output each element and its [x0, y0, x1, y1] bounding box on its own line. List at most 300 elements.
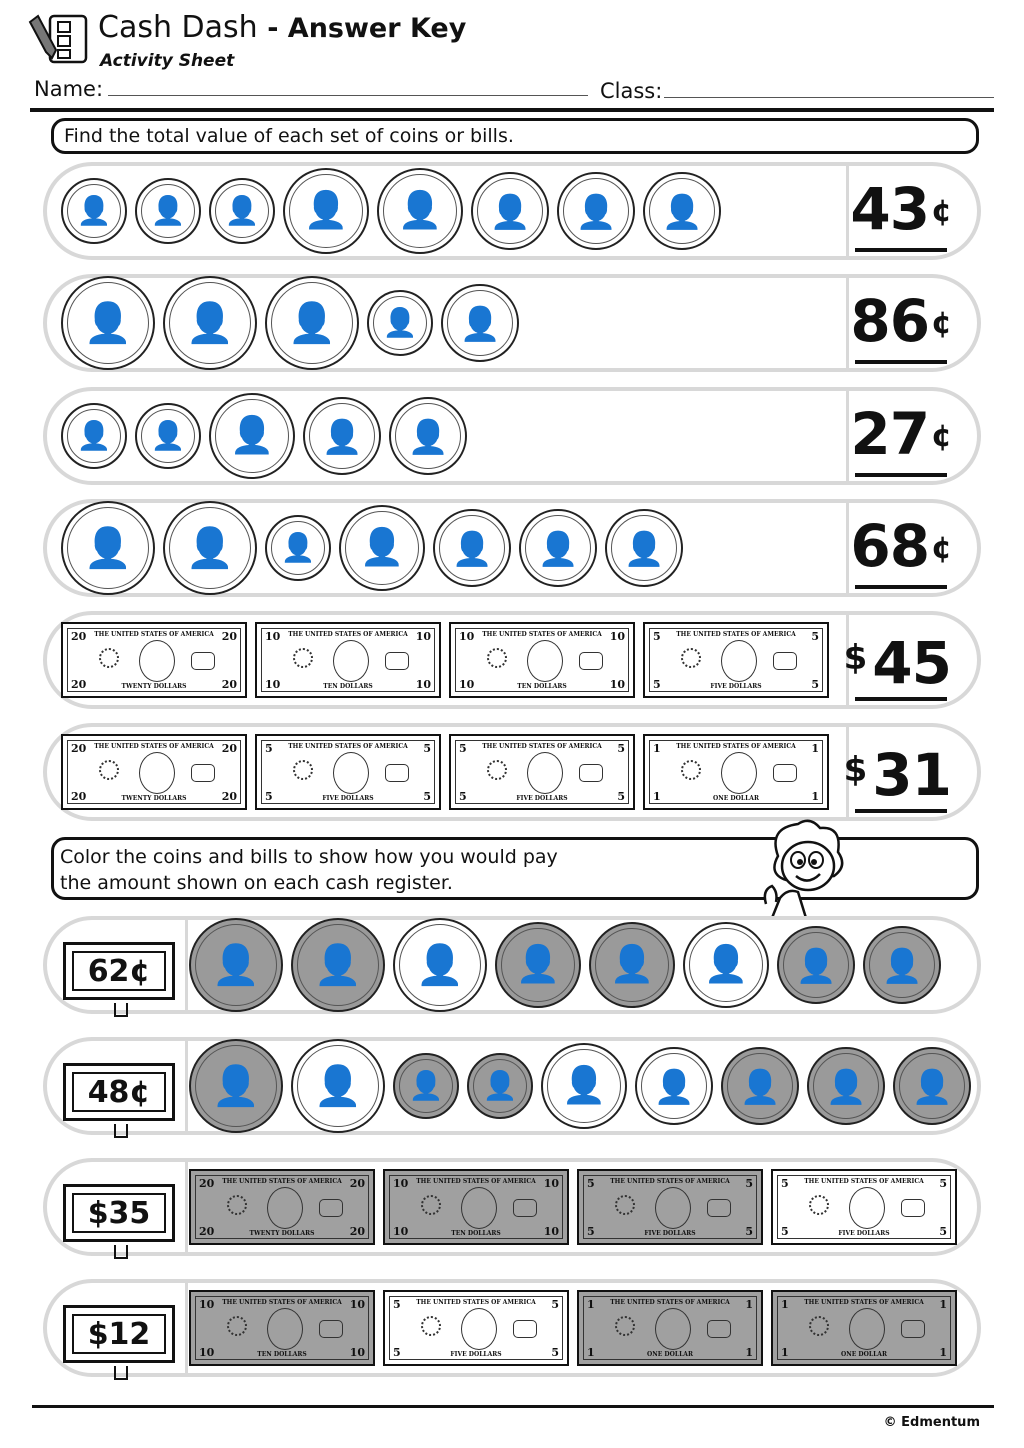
- bill-seal-icon: [487, 648, 507, 668]
- coin-portrait-icon: 👤: [150, 194, 186, 227]
- coin-portrait-icon: 👤: [739, 1066, 781, 1106]
- coin-portrait-icon: 👤: [185, 525, 235, 571]
- bill-emb-icon: [319, 1320, 343, 1338]
- bill-denomination: 10: [265, 678, 281, 691]
- coin-portrait-icon: 👤: [489, 191, 531, 231]
- register-stand: [114, 1124, 128, 1138]
- bill-emb-icon: [319, 1199, 343, 1217]
- coin-portrait-icon: 👤: [623, 528, 665, 568]
- bill-seal-icon: [227, 1316, 247, 1336]
- coin-portrait-icon: 👤: [451, 528, 493, 568]
- find-total-row: [43, 162, 981, 260]
- bill-denomination: 10: [349, 1346, 365, 1359]
- money-items: [61, 503, 683, 593]
- bill-denomination: 5: [423, 790, 431, 803]
- bill-5-dollar-icon[interactable]: [577, 1169, 763, 1245]
- cash-register-display: [63, 942, 175, 1000]
- bill-footer-text: FIVE DOLLARS: [516, 795, 568, 802]
- nickel-coin-icon: [283, 168, 369, 254]
- bill-oval-icon: [333, 640, 369, 682]
- quarter-coin-icon: [61, 501, 155, 595]
- coin-portrait-icon: 👤: [280, 531, 316, 564]
- bill-oval-icon: [849, 1187, 885, 1229]
- bill-denomination: 5: [265, 790, 273, 803]
- bill-header-text: THE UNITED STATES OF AMERICA: [288, 743, 408, 750]
- bill-oval-icon: [655, 1187, 691, 1229]
- bill-header-text: THE UNITED STATES OF AMERICA: [416, 1178, 536, 1185]
- bill-seal-icon: [293, 648, 313, 668]
- bill-emb-icon: [901, 1320, 925, 1338]
- coin-portrait-icon: 👤: [76, 419, 112, 452]
- bill-1-dollar-icon[interactable]: [577, 1290, 763, 1366]
- coin-portrait-icon: 👤: [224, 194, 260, 227]
- penny-coin-icon[interactable]: [807, 1047, 885, 1125]
- bill-denomination: 5: [939, 1177, 947, 1190]
- nickel-coin-icon: [377, 168, 463, 254]
- dime-coin-icon: [265, 515, 331, 581]
- penny-coin-icon: [433, 509, 511, 587]
- bill-emb-icon: [707, 1320, 731, 1338]
- coin-portrait-icon: 👤: [795, 945, 837, 985]
- bill-denomination: 5: [265, 742, 273, 755]
- bill-denomination: 10: [543, 1177, 559, 1190]
- answer-box: [846, 503, 977, 593]
- penny-coin-icon[interactable]: [635, 1047, 713, 1125]
- bill-footer-text: ONE DOLLAR: [713, 795, 759, 802]
- cash-register-area: [47, 1041, 188, 1131]
- bill-header-text: THE UNITED STATES OF AMERICA: [676, 743, 796, 750]
- dime-coin-icon: [135, 403, 201, 469]
- bill-emb-icon: [385, 652, 409, 670]
- bill-emb-icon: [579, 652, 603, 670]
- bill-oval-icon: [461, 1187, 497, 1229]
- answer-box: [843, 615, 977, 705]
- quarter-coin-icon: [265, 276, 359, 370]
- bill-denomination: 5: [617, 790, 625, 803]
- bill-denomination: 10: [199, 1298, 215, 1311]
- bill-denomination: 20: [71, 742, 87, 755]
- coin-portrait-icon: 👤: [229, 415, 275, 456]
- money-items: [61, 166, 721, 256]
- bill-denomination: 10: [609, 630, 625, 643]
- bill-seal-icon: [293, 760, 313, 780]
- answer-underline: [855, 697, 947, 701]
- coin-portrait-icon: 👤: [825, 1066, 867, 1106]
- bill-denomination: 10: [459, 678, 475, 691]
- dollar-sign: $: [843, 638, 867, 678]
- register-stand: [114, 1003, 128, 1017]
- coin-portrait-icon: 👤: [575, 191, 617, 231]
- quarter-coin-icon[interactable]: [189, 1039, 283, 1133]
- bill-seal-icon: [487, 760, 507, 780]
- bill-denomination: 10: [349, 1298, 365, 1311]
- quarter-coin-icon[interactable]: [393, 918, 487, 1012]
- answer-value: [844, 623, 951, 698]
- bill-1-dollar-icon[interactable]: [771, 1290, 957, 1366]
- page-subtitle: Activity Sheet: [100, 51, 235, 71]
- nickel-coin-icon[interactable]: [683, 922, 769, 1008]
- bill-5-dollar-icon[interactable]: [771, 1169, 957, 1245]
- answer-number: 27: [850, 400, 930, 468]
- answer-box: [846, 391, 977, 481]
- bill-denomination: 5: [781, 1225, 789, 1238]
- quarter-coin-icon[interactable]: [291, 1039, 385, 1133]
- bill-seal-icon: [681, 648, 701, 668]
- bill-denomination: 5: [653, 678, 661, 691]
- bill-denomination: 20: [349, 1177, 365, 1190]
- bill-oval-icon: [527, 752, 563, 794]
- penny-coin-icon: [557, 172, 635, 250]
- bill-header-text: THE UNITED STATES OF AMERICA: [804, 1178, 924, 1185]
- quarter-coin-icon: [163, 276, 257, 370]
- header-divider: [30, 108, 994, 112]
- dollar-sign: $: [843, 750, 867, 790]
- bill-emb-icon: [707, 1199, 731, 1217]
- cent-sign: ¢: [931, 194, 951, 229]
- register-stand: [114, 1245, 128, 1259]
- register-amount: 48¢: [72, 1072, 166, 1112]
- dime-coin-icon: [135, 178, 201, 244]
- bill-denomination: 1: [781, 1298, 789, 1311]
- bill-denomination: 20: [221, 790, 237, 803]
- bill-footer-text: TWENTY DOLLARS: [249, 1230, 315, 1237]
- bill-oval-icon: [333, 752, 369, 794]
- bill-denomination: 1: [939, 1298, 947, 1311]
- coin-portrait-icon: 👤: [83, 525, 133, 571]
- coin-portrait-icon: 👤: [415, 942, 465, 988]
- bill-header-text: THE UNITED STATES OF AMERICA: [222, 1299, 342, 1306]
- penny-coin-icon: [643, 172, 721, 250]
- find-total-row: [43, 387, 981, 485]
- money-items: [61, 727, 829, 817]
- bill-footer-text: ONE DOLLAR: [647, 1351, 693, 1358]
- answer-box: [846, 278, 977, 368]
- bill-denomination: 5: [653, 630, 661, 643]
- bill-footer-text: FIVE DOLLARS: [644, 1230, 696, 1237]
- bill-emb-icon: [191, 652, 215, 670]
- penny-coin-icon: [441, 284, 519, 362]
- coin-portrait-icon: 👤: [303, 190, 349, 231]
- answer-number: 45: [872, 629, 951, 697]
- coin-portrait-icon: 👤: [703, 944, 749, 985]
- bill-footer-text: TEN DOLLARS: [517, 683, 567, 690]
- cent-sign: ¢: [931, 531, 951, 566]
- cent-sign: ¢: [931, 419, 951, 454]
- coin-portrait-icon: 👤: [911, 1066, 953, 1106]
- coin-portrait-icon: 👤: [407, 416, 449, 456]
- bill-denomination: 10: [393, 1225, 409, 1238]
- find-total-row: [43, 274, 981, 372]
- answer-underline: [855, 248, 947, 252]
- bill-footer-text: TEN DOLLARS: [323, 683, 373, 690]
- bill-header-text: THE UNITED STATES OF AMERICA: [676, 631, 796, 638]
- answer-value: [850, 399, 951, 472]
- penny-coin-icon[interactable]: [777, 926, 855, 1004]
- bill-denomination: 5: [393, 1346, 401, 1359]
- nickel-coin-icon: [339, 505, 425, 591]
- coin-portrait-icon: 👤: [211, 942, 261, 988]
- quarter-coin-icon: [163, 501, 257, 595]
- quarter-coin-icon: [61, 276, 155, 370]
- cash-register-area: [47, 1162, 188, 1252]
- name-label: Name:: [34, 77, 104, 101]
- bill-denomination: 5: [781, 1177, 789, 1190]
- answer-underline: [855, 809, 947, 813]
- penny-coin-icon[interactable]: [893, 1047, 971, 1125]
- bill-denomination: 1: [653, 790, 661, 803]
- nickel-coin-icon[interactable]: [589, 922, 675, 1008]
- coin-portrait-icon: 👤: [881, 945, 923, 985]
- quarter-coin-icon[interactable]: [189, 918, 283, 1012]
- bill-seal-icon: [227, 1195, 247, 1215]
- coin-portrait-icon: 👤: [653, 1066, 695, 1106]
- bill-denomination: 1: [811, 742, 819, 755]
- cash-register-area: [47, 920, 188, 1010]
- coin-portrait-icon: 👤: [321, 416, 363, 456]
- bill-oval-icon: [139, 640, 175, 682]
- bill-seal-icon: [99, 760, 119, 780]
- bill-denomination: 20: [199, 1225, 215, 1238]
- bill-header-text: THE UNITED STATES OF AMERICA: [610, 1299, 730, 1306]
- bill-footer-text: FIVE DOLLARS: [450, 1351, 502, 1358]
- bill-denomination: 20: [349, 1225, 365, 1238]
- pay-amount-row: [43, 1158, 981, 1256]
- bill-emb-icon: [773, 764, 797, 782]
- bill-denomination: 10: [459, 630, 475, 643]
- answer-box: [846, 166, 977, 256]
- answer-value: [850, 174, 951, 247]
- bill-oval-icon: [267, 1308, 303, 1350]
- cash-register-display: [63, 1184, 175, 1242]
- bill-denomination: 20: [71, 678, 87, 691]
- dime-coin-icon[interactable]: [467, 1053, 533, 1119]
- bill-denomination: 10: [265, 630, 281, 643]
- coin-portrait-icon: 👤: [76, 194, 112, 227]
- bill-denomination: 20: [221, 742, 237, 755]
- bill-footer-text: ONE DOLLAR: [841, 1351, 887, 1358]
- name-field[interactable]: [108, 95, 588, 96]
- coin-portrait-icon: 👤: [185, 300, 235, 346]
- bill-5-dollar-icon: [255, 734, 441, 810]
- bill-oval-icon: [721, 752, 757, 794]
- cash-register-display: [63, 1305, 175, 1363]
- bill-denomination: 5: [551, 1346, 559, 1359]
- penny-coin-icon: [519, 509, 597, 587]
- cartoon-boy-icon: [758, 818, 850, 918]
- bill-denomination: 20: [221, 678, 237, 691]
- nickel-coin-icon: [209, 393, 295, 479]
- penny-coin-icon[interactable]: [863, 926, 941, 1004]
- instruction-box-1: Find the total value of each set of coins or bills.: [51, 118, 979, 154]
- coin-portrait-icon: 👤: [382, 306, 418, 339]
- bill-denomination: 10: [609, 678, 625, 691]
- dime-coin-icon[interactable]: [393, 1053, 459, 1119]
- bill-20-dollar-icon: [61, 734, 247, 810]
- bill-20-dollar-icon[interactable]: [189, 1169, 375, 1245]
- cash-register-area: [47, 1283, 188, 1373]
- coin-portrait-icon: 👤: [537, 528, 579, 568]
- dime-coin-icon: [61, 178, 127, 244]
- bill-denomination: 1: [939, 1346, 947, 1359]
- penny-coin-icon[interactable]: [721, 1047, 799, 1125]
- money-items: [61, 278, 519, 368]
- bill-header-text: THE UNITED STATES OF AMERICA: [804, 1299, 924, 1306]
- bill-5-dollar-icon: [643, 622, 829, 698]
- penny-coin-icon: [303, 397, 381, 475]
- register-amount: 62¢: [72, 951, 166, 991]
- bill-seal-icon: [809, 1316, 829, 1336]
- bill-1-dollar-icon: [643, 734, 829, 810]
- money-items: [61, 391, 467, 481]
- bill-seal-icon: [615, 1316, 635, 1336]
- money-items: [189, 1283, 957, 1373]
- page-title: Cash Dash - Answer Key: [98, 10, 467, 45]
- bill-denomination: 5: [423, 742, 431, 755]
- bill-footer-text: FIVE DOLLARS: [322, 795, 374, 802]
- bill-denomination: 1: [587, 1298, 595, 1311]
- bill-seal-icon: [681, 760, 701, 780]
- bill-seal-icon: [421, 1195, 441, 1215]
- bill-oval-icon: [849, 1308, 885, 1350]
- instruction-box-2: Color the coins and bills to show how you would pay the amount shown on each cash register.: [51, 837, 979, 900]
- bill-denomination: 20: [221, 630, 237, 643]
- bill-emb-icon: [901, 1199, 925, 1217]
- coin-portrait-icon: 👤: [83, 300, 133, 346]
- bill-emb-icon: [579, 764, 603, 782]
- bill-denomination: 10: [393, 1177, 409, 1190]
- coin-portrait-icon: 👤: [459, 303, 501, 343]
- register-stand: [114, 1366, 128, 1380]
- bill-emb-icon: [513, 1320, 537, 1338]
- bill-emb-icon: [773, 652, 797, 670]
- bill-oval-icon: [267, 1187, 303, 1229]
- money-items: [61, 615, 829, 705]
- bill-10-dollar-icon[interactable]: [189, 1290, 375, 1366]
- bill-emb-icon: [191, 764, 215, 782]
- bill-footer-text: FIVE DOLLARS: [838, 1230, 890, 1237]
- bill-header-text: THE UNITED STATES OF AMERICA: [222, 1178, 342, 1185]
- answer-value: [850, 286, 951, 359]
- quarter-coin-icon[interactable]: [291, 918, 385, 1012]
- bill-header-text: THE UNITED STATES OF AMERICA: [94, 631, 214, 638]
- bill-seal-icon: [615, 1195, 635, 1215]
- pay-amount-row: [43, 916, 981, 1014]
- bill-oval-icon: [655, 1308, 691, 1350]
- bill-denomination: 20: [199, 1177, 215, 1190]
- money-items: [189, 1041, 971, 1131]
- cash-register-display: [63, 1063, 175, 1121]
- coin-portrait-icon: 👤: [482, 1069, 518, 1102]
- nickel-coin-icon[interactable]: [541, 1043, 627, 1129]
- answer-underline: [855, 360, 947, 364]
- answer-underline: [855, 585, 947, 589]
- bill-header-text: THE UNITED STATES OF AMERICA: [94, 743, 214, 750]
- bill-denomination: 20: [71, 790, 87, 803]
- dime-coin-icon: [61, 403, 127, 469]
- bill-footer-text: FIVE DOLLARS: [710, 683, 762, 690]
- coin-portrait-icon: 👤: [561, 1065, 607, 1106]
- bill-denomination: 5: [811, 678, 819, 691]
- bill-10-dollar-icon: [255, 622, 441, 698]
- bill-denomination: 5: [745, 1177, 753, 1190]
- bill-denomination: 10: [415, 630, 431, 643]
- bill-denomination: 5: [587, 1177, 595, 1190]
- coin-portrait-icon: 👤: [287, 300, 337, 346]
- coin-portrait-icon: 👤: [408, 1069, 444, 1102]
- class-label: Class:: [600, 79, 663, 103]
- bill-5-dollar-icon: [449, 734, 635, 810]
- bill-denomination: 10: [543, 1225, 559, 1238]
- coin-portrait-icon: 👤: [397, 190, 443, 231]
- bill-denomination: 5: [551, 1298, 559, 1311]
- bill-footer-text: TEN DOLLARS: [451, 1230, 501, 1237]
- answer-number: 31: [872, 741, 951, 809]
- nickel-coin-icon[interactable]: [495, 922, 581, 1008]
- class-field[interactable]: [664, 97, 994, 98]
- bill-denomination: 5: [459, 790, 467, 803]
- footer-divider: [32, 1405, 994, 1408]
- coin-portrait-icon: 👤: [313, 942, 363, 988]
- bill-denomination: 10: [199, 1346, 215, 1359]
- register-amount: $12: [72, 1314, 166, 1354]
- find-total-row: [43, 499, 981, 597]
- answer-value: [844, 735, 951, 810]
- bill-header-text: THE UNITED STATES OF AMERICA: [482, 743, 602, 750]
- coin-portrait-icon: 👤: [313, 1063, 363, 1109]
- dime-coin-icon: [367, 290, 433, 356]
- bill-header-text: THE UNITED STATES OF AMERICA: [610, 1178, 730, 1185]
- bill-header-text: THE UNITED STATES OF AMERICA: [482, 631, 602, 638]
- worksheet-logo-icon: [28, 14, 90, 66]
- bill-footer-text: TWENTY DOLLARS: [121, 683, 187, 690]
- bill-denomination: 5: [811, 630, 819, 643]
- bill-oval-icon: [527, 640, 563, 682]
- bill-10-dollar-icon: [449, 622, 635, 698]
- money-items: [189, 1162, 957, 1252]
- answer-underline: [855, 473, 947, 477]
- bill-10-dollar-icon[interactable]: [383, 1169, 569, 1245]
- penny-coin-icon: [471, 172, 549, 250]
- bill-denomination: 1: [653, 742, 661, 755]
- bill-denomination: 5: [939, 1225, 947, 1238]
- cent-sign: ¢: [931, 306, 951, 341]
- answer-number: 43: [850, 175, 930, 243]
- bill-seal-icon: [809, 1195, 829, 1215]
- bill-denomination: 5: [745, 1225, 753, 1238]
- bill-5-dollar-icon[interactable]: [383, 1290, 569, 1366]
- bill-20-dollar-icon: [61, 622, 247, 698]
- answer-number: 86: [850, 287, 930, 355]
- bill-denomination: 5: [459, 742, 467, 755]
- bill-footer-text: TWENTY DOLLARS: [121, 795, 187, 802]
- copyright-credit: © Edmentum: [883, 1415, 980, 1430]
- coin-portrait-icon: 👤: [211, 1063, 261, 1109]
- bill-header-text: THE UNITED STATES OF AMERICA: [288, 631, 408, 638]
- bill-emb-icon: [513, 1199, 537, 1217]
- bill-oval-icon: [721, 640, 757, 682]
- bill-header-text: THE UNITED STATES OF AMERICA: [416, 1299, 536, 1306]
- bill-denomination: 10: [415, 678, 431, 691]
- bill-denomination: 20: [71, 630, 87, 643]
- pay-amount-row: [43, 1279, 981, 1377]
- bill-denomination: 5: [617, 742, 625, 755]
- bill-oval-icon: [139, 752, 175, 794]
- find-total-row: [43, 723, 981, 821]
- bill-denomination: 1: [781, 1346, 789, 1359]
- answer-value: [850, 511, 951, 584]
- coin-portrait-icon: 👤: [661, 191, 703, 231]
- bill-emb-icon: [385, 764, 409, 782]
